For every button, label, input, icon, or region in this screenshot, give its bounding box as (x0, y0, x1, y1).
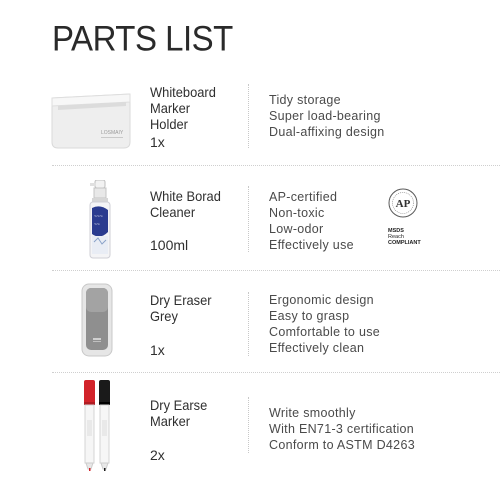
column-separator (248, 186, 249, 252)
column-separator (248, 397, 249, 453)
svg-text:~~: ~~ (94, 222, 100, 228)
feature-item: Conform to ASTM D4263 (269, 438, 415, 452)
feature-item: Comfortable to use (269, 325, 381, 339)
feature-list (269, 292, 380, 356)
marker-holder-icon (50, 92, 132, 150)
spray-bottle-icon (86, 180, 112, 260)
feature-item: With EN71-3 certification (269, 422, 415, 436)
product-quantity: 100ml (150, 237, 189, 253)
feature-item: Easy to grasp (269, 309, 350, 323)
column-separator (248, 292, 249, 356)
product-name: White Borad Cleaner (150, 188, 221, 220)
feature-item: Write smoothly (269, 406, 356, 420)
feature-item: AP-certified (269, 190, 338, 204)
svg-text:~~~: ~~~ (94, 214, 103, 220)
svg-text:LOSMAIY: LOSMAIY (101, 130, 124, 136)
product-quantity: 1x (150, 134, 165, 150)
feature-item: Effectively clean (269, 341, 365, 355)
markers-icon (80, 380, 114, 472)
product-quantity: 1x (150, 342, 165, 358)
feature-list (269, 405, 415, 453)
ap-seal-icon (388, 188, 418, 218)
feature-item: Non-toxic (269, 206, 325, 220)
feature-item: Effectively use (269, 238, 354, 252)
product-quantity: 2x (150, 447, 165, 463)
product-name: Dry Earse Marker (150, 397, 208, 429)
row-divider (52, 372, 500, 374)
feature-item: Tidy storage (269, 93, 341, 107)
row-divider (52, 165, 500, 167)
row-divider (52, 270, 500, 272)
msds-reach-badge: MSDS Reach COMPLIANT (388, 228, 421, 246)
product-name: Whiteboard Marker Holder (150, 84, 216, 132)
product-name: Dry Eraser Grey (150, 292, 212, 324)
feature-list (269, 92, 385, 140)
page-title: PARTS LIST (52, 18, 233, 58)
eraser-icon (80, 282, 114, 358)
svg-text:AP: AP (395, 198, 411, 210)
feature-item: Dual-affixing design (269, 125, 385, 139)
feature-item: Ergonomic design (269, 293, 374, 307)
feature-item: Super load-bearing (269, 109, 381, 123)
column-separator (248, 84, 249, 148)
feature-list (269, 189, 354, 253)
feature-item: Low-odor (269, 222, 324, 236)
